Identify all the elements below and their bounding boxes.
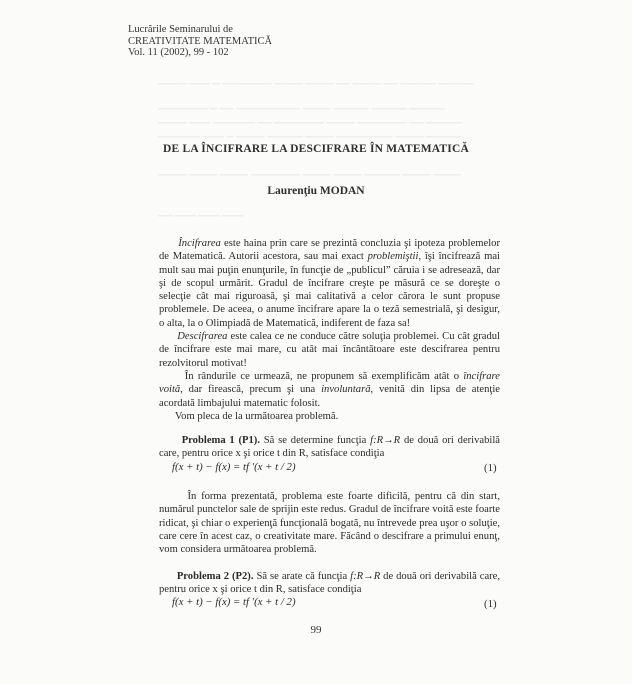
term-incifrare-voita: încifrare voită	[159, 370, 500, 396]
paragraph-text: În rândurile ce urmează, ne propunem să exemplificăm atât o	[184, 370, 460, 382]
paragraph	[159, 370, 500, 410]
paragraph	[159, 330, 500, 370]
term-descifrarea: Descifrarea	[177, 331, 228, 343]
problem-text: de două ori derivabilă care, pentru orice x şi orice t din R, satisface condiţia	[159, 571, 501, 596]
paragraph-text: , îşi încifrează mai mult sau mai puţin enunţurile, în funcţie de „publicul” căruia i se adresează, dar şi de scopul urmărit. Gradul de încifrare creşte pe măsură ce se doreşte o selecţie cât mai riguroasă, şi mai calitativă a celor cărora le sunt propuse problemele. De aceea, o anume încifrare apare la o teză semestrială, şi desigur, o alta, la o Olimpiadă de Matematică, indiferent de faza sa!	[159, 251, 500, 329]
problem-statement	[159, 570, 500, 597]
equation-2: f(x + t) − f(x) = tf ′(x + t / 2)	[172, 596, 296, 608]
paragraph-text: Vom pleca de la următoarea problemă.	[174, 410, 339, 422]
paragraph-text: este calea ce ne conduce către soluţia problemei. Cu cât gradul de încifrare este mai mare, cu atât mai încântătoare este descifrarea pentru rezolvitorul motivat!	[159, 331, 500, 369]
paragraph-text: este haina prin care se prezintă concluzia şi ipoteza problemelor de Matematică. Autorii acestora, sau mai exact	[159, 238, 500, 263]
term-incifrarea: Încifrarea	[178, 238, 221, 249]
paragraph-text: În forma prezentată, problema este foarte dificilă, pentru că din start, numărul punctelor sale de sprijin este redus. Gradul de încifrare voită este foarte ridicat, şi chiar o experienţă funcţională bogată, nu întrevede prea uşor o soluţie, care cere în acest caz, o creativitate mare. Făcând o descifrare a primului enunţ, vom considera următoarea problemă.	[159, 491, 500, 556]
problem-1	[159, 434, 500, 461]
bleed-through-text: ────── ─── ─ ──── ───── ──── ──────── ──── ─────	[158, 132, 462, 143]
equation-number: (1)	[484, 462, 497, 474]
equation-1: f(x + t) − f(x) = tf ′(x + t / 2)	[172, 461, 296, 473]
function-notation: f:R→R	[350, 571, 381, 582]
journal-header	[128, 24, 272, 59]
problem-2	[159, 570, 500, 597]
paragraph	[159, 490, 500, 556]
body-section-discussion	[159, 490, 500, 556]
article-title: DE LA ÎNCIFRARE LA DESCIFRARE ÎN MATEMATICĂ	[163, 143, 469, 155]
problem-text: Să se arate că funcţia	[256, 571, 348, 582]
bleed-through-text: ──── ─── ────── ── ─────── ──── ─────── ── ─────	[158, 118, 462, 129]
problem-label: Problema 2 (P2).	[176, 571, 254, 582]
paragraph-text: , venită din lipsa de atenţie acordată limbajului matematic folosit.	[159, 384, 500, 409]
bleed-through-text: ──── ──── ──── ─────── ──── ──── ───── ──── ────	[158, 170, 462, 181]
body-section-intro	[159, 237, 500, 423]
equation-number: (1)	[484, 598, 497, 610]
paragraph-text: , dar firească, precum şi una	[180, 384, 316, 396]
term-involuntara: involuntară	[321, 384, 371, 396]
function-notation: f:R→R	[370, 435, 401, 446]
problem-text: de două ori derivabilă care, pentru orice x şi orice t din R, satisface condiţia	[159, 435, 501, 460]
bleed-through-text: ──── ─── ─ ─────── ──── ──── ── ──── ── ───── ─────	[158, 79, 474, 90]
page-number: 99	[310, 624, 322, 636]
paragraph	[159, 410, 500, 423]
problem-text: Să se determine funcţia	[263, 435, 367, 446]
term-problemistii: problemiştii	[367, 251, 419, 263]
author-surname: MODAN	[319, 185, 365, 197]
journal-series: Lucrările Seminarului de	[128, 24, 233, 35]
bleed-through-text: ─────── ─ ── ───────── ──── ───── ───── ─────	[158, 104, 445, 115]
problem-label: Problema 1 (P1).	[181, 435, 260, 446]
bleed-through-text: ── ─── ─── ───	[158, 211, 244, 222]
paragraph	[159, 237, 500, 330]
journal-name: CREATIVITATE MATEMATICĂ	[128, 35, 273, 47]
problem-statement	[159, 434, 500, 461]
journal-volume: Vol. 11 (2002), 99 - 102	[128, 47, 229, 58]
article-author	[0, 185, 632, 197]
author-name: Laurenţiu	[267, 185, 318, 197]
